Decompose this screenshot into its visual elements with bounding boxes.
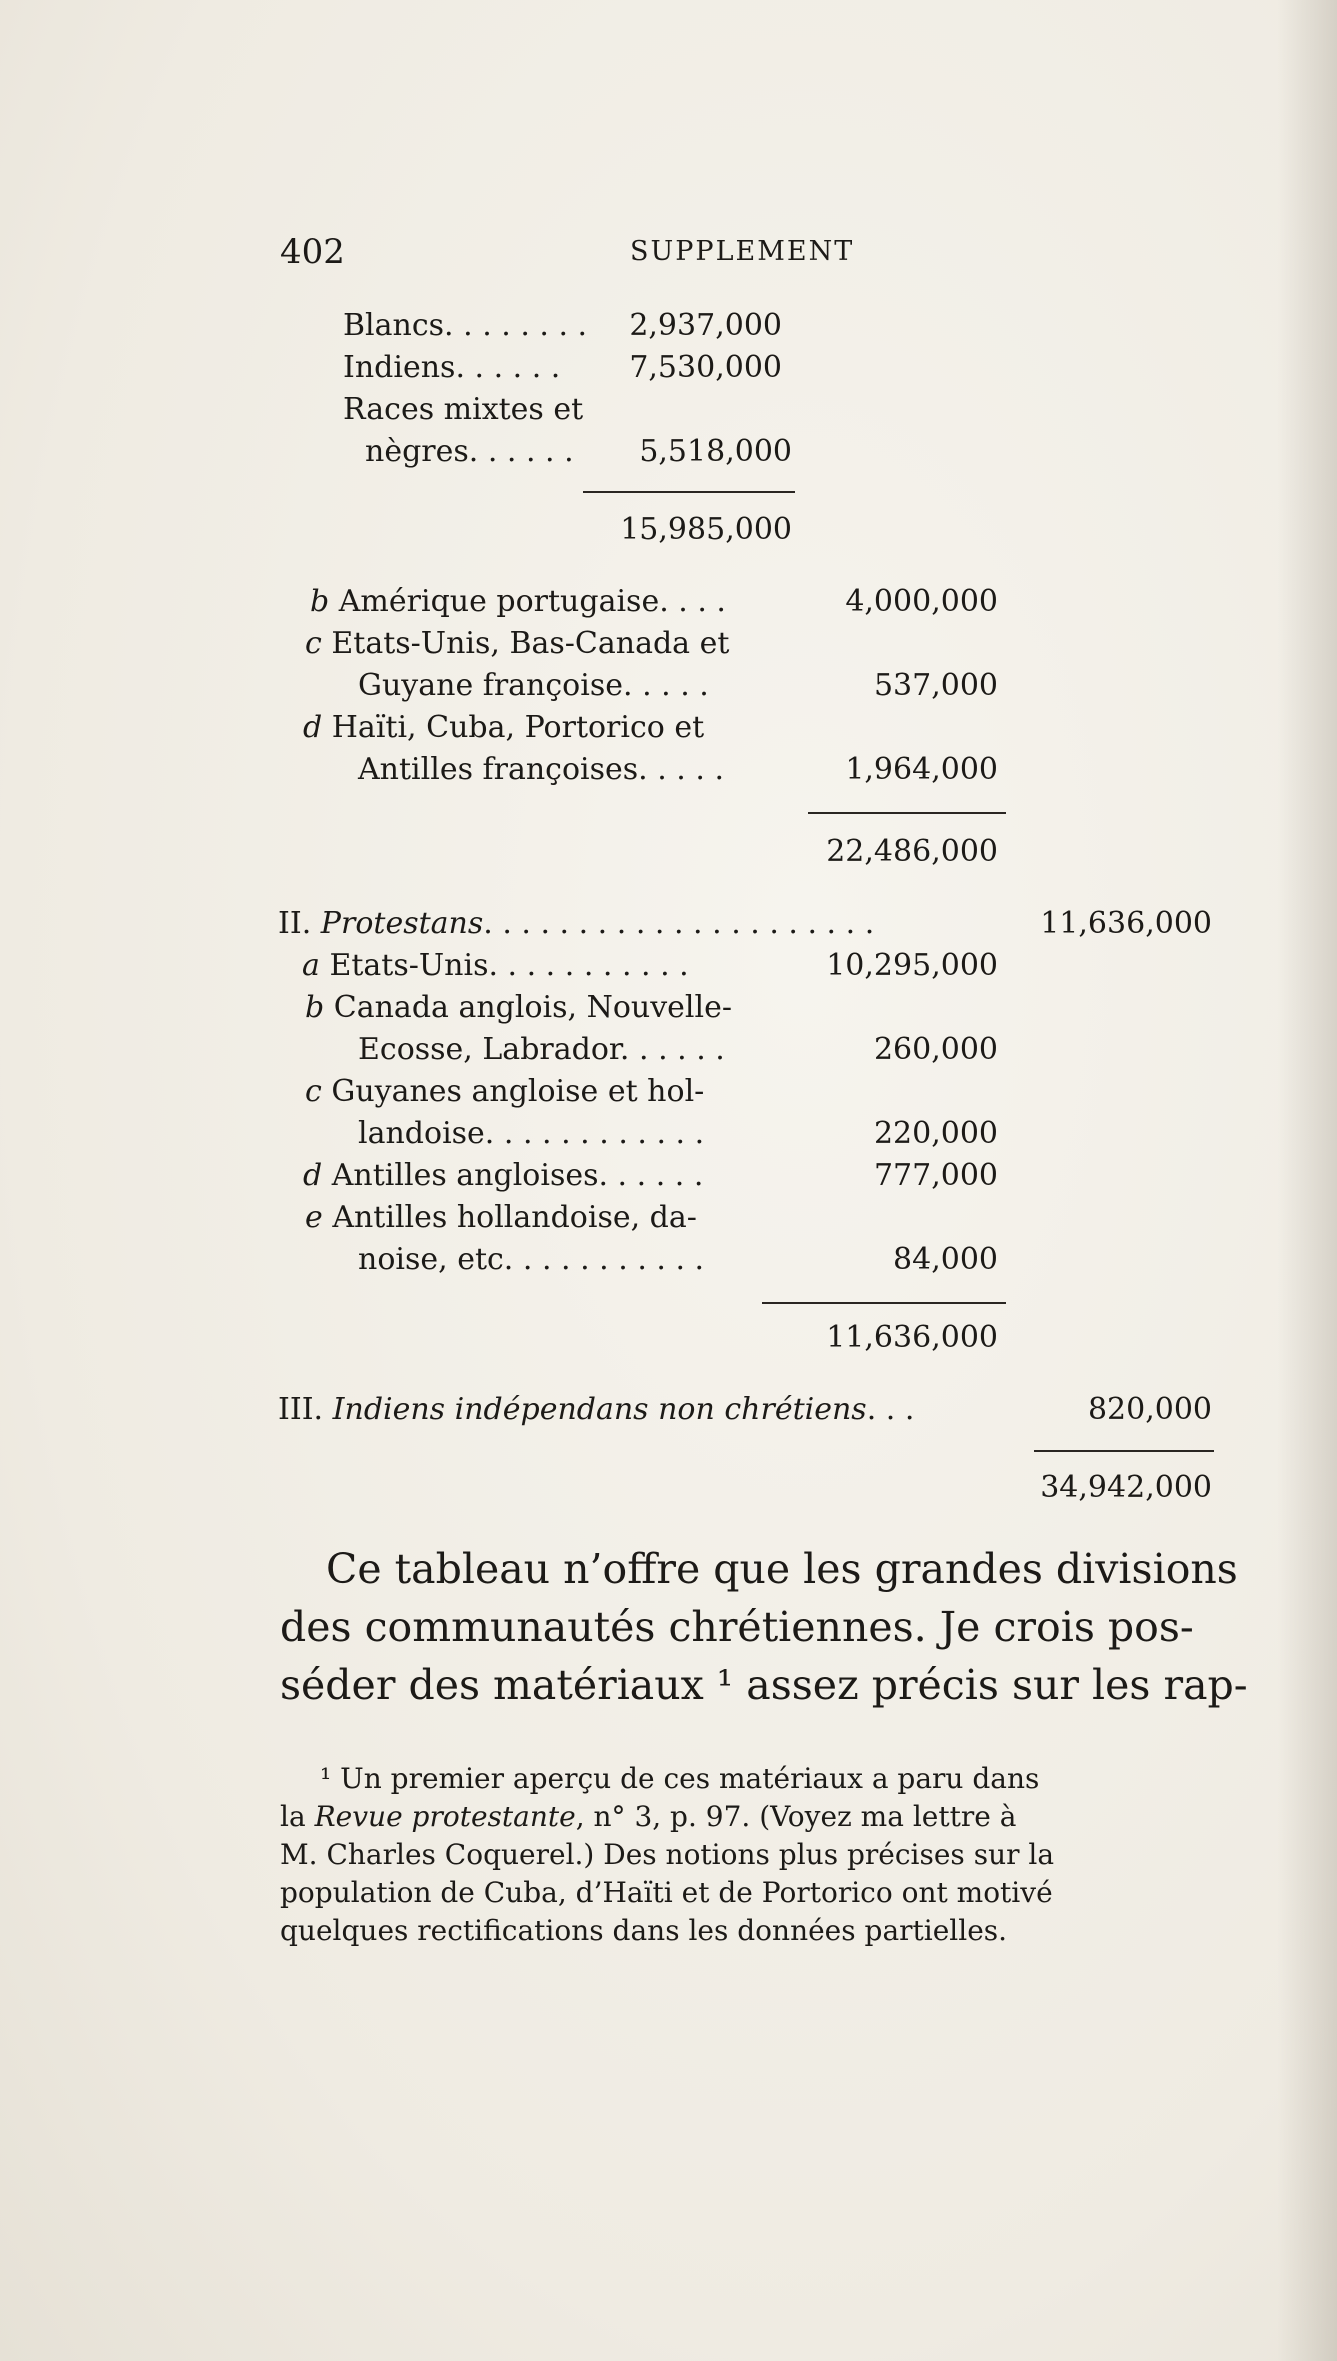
group-bcd-total-rule xyxy=(808,812,1006,814)
section-ii-title: Protestans xyxy=(320,906,484,941)
section-ii-value-a: 10,295,000 xyxy=(826,948,998,983)
grand-total: 34,942,000 xyxy=(1040,1470,1212,1505)
page-number: 402 xyxy=(280,232,345,272)
section-iii-heading xyxy=(278,1390,914,1430)
section-ii-label-c2: landoise. . . . . . . . . . . . xyxy=(358,1116,705,1151)
section-ii-row-d xyxy=(303,1156,703,1196)
footnote-line-4: population de Cuba, d’Haïti et de Portorico ont motivé xyxy=(280,1876,1053,1909)
group-a-total: 15,985,000 xyxy=(620,512,792,547)
section-ii-label-e2: noise, etc. . . . . . . . . . . xyxy=(358,1242,705,1277)
body-line-1: Ce tableau n’offre que les grandes divisions xyxy=(326,1545,1238,1593)
group-bcd-label-d2: Antilles françoises. . . . . xyxy=(358,752,724,787)
section-iii-value: 820,000 xyxy=(1087,1392,1212,1427)
section-ii-total-rule xyxy=(762,1302,1006,1304)
section-ii-total: 11,636,000 xyxy=(826,1320,998,1355)
section-ii-label-c: Guyanes angloise et hol- xyxy=(331,1074,705,1109)
group-bcd-letter-c: c xyxy=(305,626,322,661)
section-iii-title: Indiens indépendans non chrétiens xyxy=(332,1392,867,1427)
group-bcd-letter-d: d xyxy=(303,710,323,745)
group-bcd-total: 22,486,000 xyxy=(826,834,998,869)
section-ii-label-d: Antilles angloises. . . . . . xyxy=(331,1158,704,1193)
footnote-line-3: M. Charles Coquerel.) Des notions plus précises sur la xyxy=(280,1838,1055,1871)
footnote xyxy=(280,1760,1210,1960)
section-iii-dots: . . . xyxy=(866,1392,915,1427)
body-line-3: séder des matériaux ¹ assez précis sur les rap- xyxy=(280,1661,1248,1709)
footnote-line-5: quelques rectifications dans les données partielles. xyxy=(280,1914,1008,1947)
section-ii-row-e xyxy=(305,1198,697,1238)
group-bcd-label-c2: Guyane françoise. . . . . xyxy=(358,668,709,703)
section-ii-label-b2: Ecosse, Labrador. . . . . . xyxy=(358,1032,725,1067)
group-bcd-value-b: 4,000,000 xyxy=(845,584,998,619)
section-ii-value: 11,636,000 xyxy=(1040,906,1212,941)
group-bcd-row-d xyxy=(303,708,704,748)
group-a-label-races: Races mixtes et xyxy=(343,392,584,427)
page-gutter-shadow xyxy=(1277,0,1337,2361)
group-a-label-negres: nègres. . . . . . xyxy=(365,434,574,469)
section-ii-row-b xyxy=(305,988,732,1028)
group-bcd-value-c: 537,000 xyxy=(873,668,998,703)
footnote-line-2 xyxy=(280,1798,1016,1836)
section-ii-value-e: 84,000 xyxy=(893,1242,998,1277)
section-ii-heading xyxy=(278,904,874,944)
group-bcd-label-c: Etats-Unis, Bas-Canada et xyxy=(331,626,730,661)
group-bcd-letter-b: b xyxy=(310,584,330,619)
grand-total-rule xyxy=(1034,1450,1214,1452)
section-ii-label-a: Etats-Unis. . . . . . . . . . . xyxy=(329,948,689,983)
section-iii-numeral: III. xyxy=(278,1392,324,1427)
group-a-label-indiens: Indiens. . . . . . xyxy=(343,350,561,385)
group-bcd-value-d: 1,964,000 xyxy=(845,752,998,787)
section-ii-letter-d: d xyxy=(303,1158,323,1193)
section-ii-dots: . . . . . . . . . . . . . . . . . . . . . xyxy=(483,906,875,941)
footnote-line-2-post: , n° 3, p. 97. (Voyez ma lettre à xyxy=(575,1800,1017,1833)
group-a-value-indiens: 7,530,000 xyxy=(629,350,782,385)
running-title: SUPPLEMENT xyxy=(630,236,855,267)
group-a-value-blancs: 2,937,000 xyxy=(629,308,782,343)
section-ii-letter-a: a xyxy=(302,948,320,983)
section-ii-label-e: Antilles hollandoise, da- xyxy=(332,1200,697,1235)
footnote-revue-title: Revue protestante xyxy=(314,1800,576,1833)
section-ii-value-d: 777,000 xyxy=(873,1158,998,1193)
group-a-label-blancs: Blancs. . . . . . . . xyxy=(343,308,588,343)
section-ii-numeral: II. xyxy=(278,906,312,941)
section-ii-letter-e: e xyxy=(305,1200,323,1235)
section-ii-value-b: 260,000 xyxy=(873,1032,998,1067)
body-line-2: des communautés chrétiennes. Je crois pos- xyxy=(280,1603,1194,1651)
group-bcd-row-b xyxy=(310,582,726,622)
section-ii-label-b: Canada anglois, Nouvelle- xyxy=(333,990,732,1025)
group-bcd-label-b: Amérique portugaise. . . . xyxy=(338,584,726,619)
section-ii-value-c: 220,000 xyxy=(873,1116,998,1151)
section-ii-letter-b: b xyxy=(305,990,325,1025)
section-ii-letter-c: c xyxy=(305,1074,322,1109)
footnote-line-1: ¹ Un premier aperçu de ces matériaux a paru dans xyxy=(320,1762,1040,1795)
group-bcd-row-c xyxy=(305,624,729,664)
group-a-value-negres: 5,518,000 xyxy=(639,434,792,469)
body-paragraph xyxy=(280,1540,1248,1720)
section-ii-row-a xyxy=(302,946,689,986)
section-ii-row-c xyxy=(305,1072,704,1112)
group-a-total-rule xyxy=(583,491,795,493)
group-bcd-label-d: Haïti, Cuba, Portorico et xyxy=(331,710,705,745)
footnote-line-2-pre: la xyxy=(280,1800,315,1833)
page-header xyxy=(280,232,1210,280)
